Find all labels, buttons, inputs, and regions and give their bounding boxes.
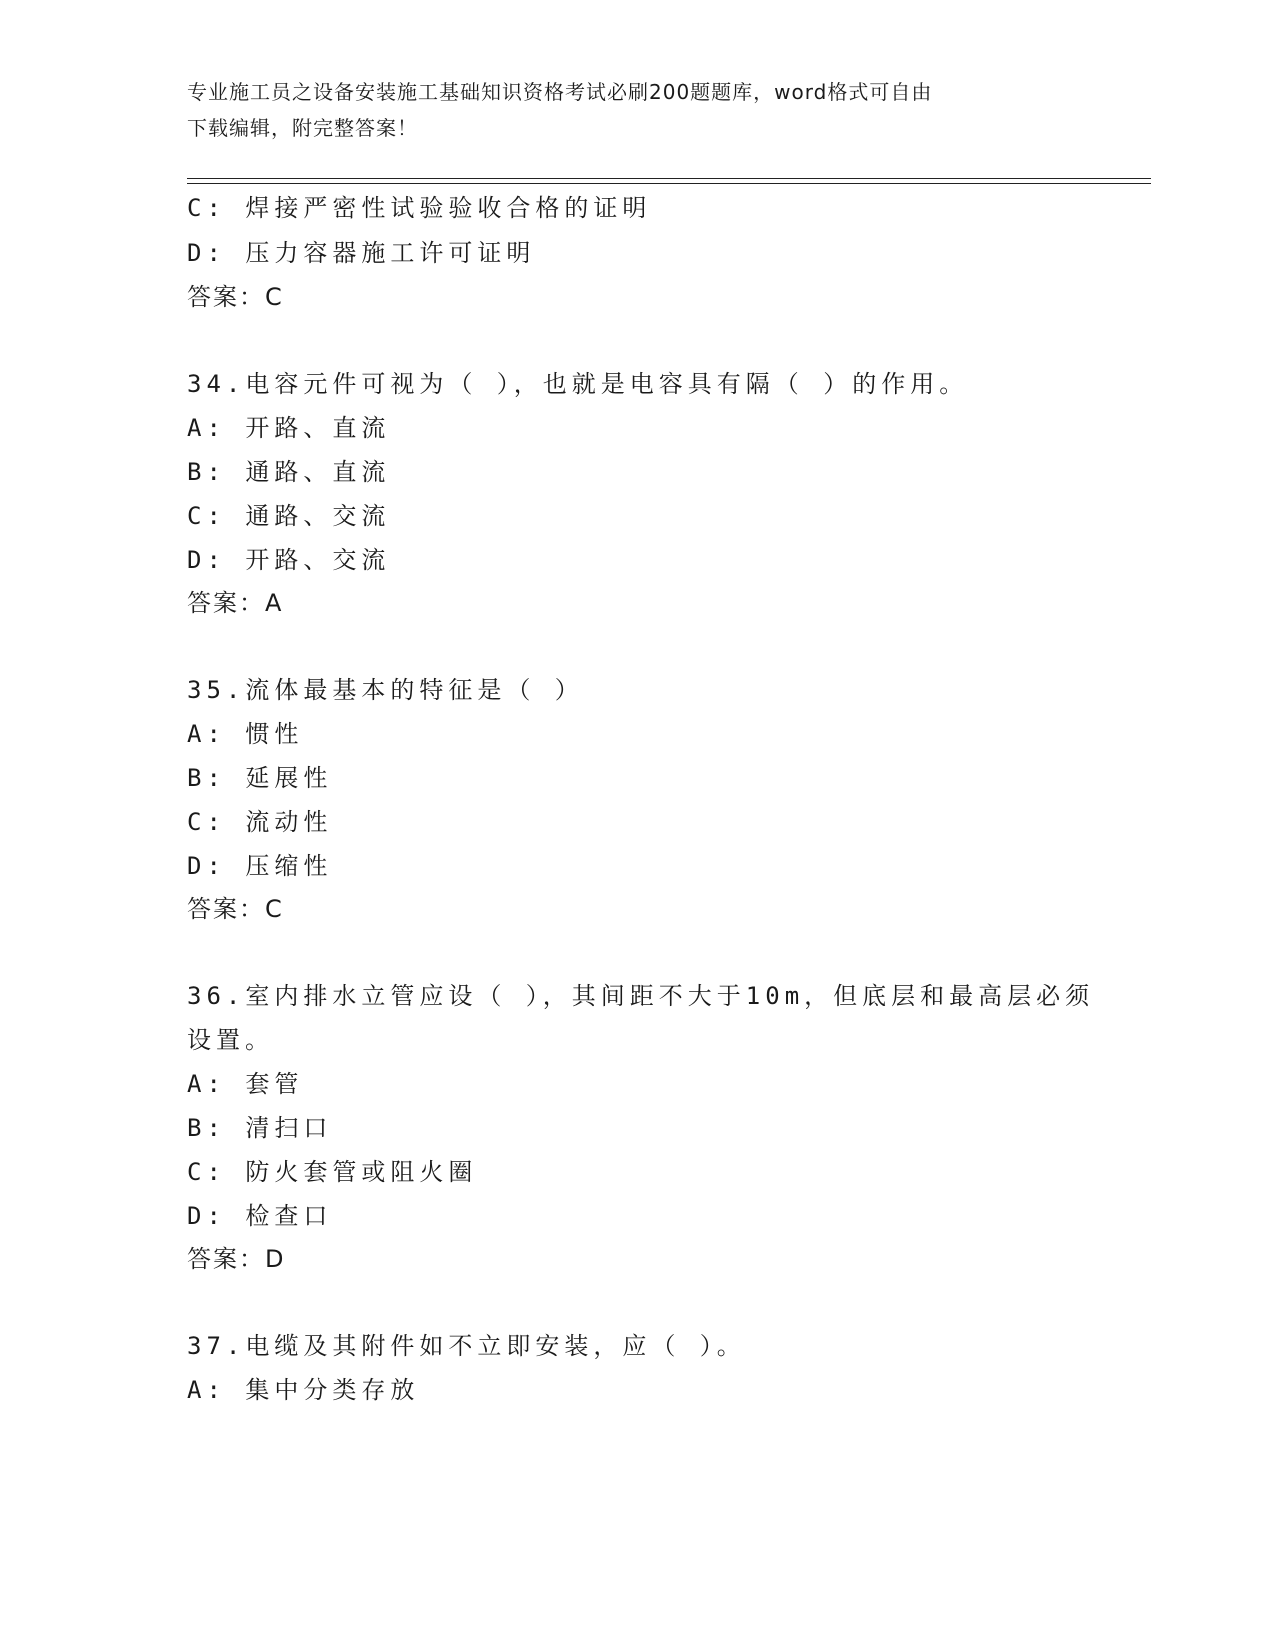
q37-stem: 37.电缆及其附件如不立即安装，应（ ）。 <box>187 1332 746 1360</box>
q36-option-a: A: 套管 <box>187 1070 304 1098</box>
q35-stem: 35.流体最基本的特征是（ ） <box>187 676 584 704</box>
q36-stem-line-1: 36.室内排水立管应设（ ），其间距不大于10m，但底层和最高层必须 <box>187 982 1095 1010</box>
q35-option-c: C: 流动性 <box>187 808 333 836</box>
q34-stem: 34.电容元件可视为（ ），也就是电容具有隔（ ）的作用。 <box>187 370 969 398</box>
header-rule-bottom <box>187 183 1151 184</box>
prev-option-d: D: 压力容器施工许可证明 <box>187 239 536 267</box>
prev-option-c: C: 焊接严密性试验验收合格的证明 <box>187 194 652 222</box>
q34-option-b: B: 通路、直流 <box>187 458 391 486</box>
q34-answer: 答案：A <box>187 589 284 617</box>
document-header <box>187 74 1087 146</box>
prev-answer: 答案：C <box>187 283 284 311</box>
q36-option-b: B: 清扫口 <box>187 1114 333 1142</box>
q37-option-a: A: 集中分类存放 <box>187 1376 420 1404</box>
q34-option-d: D: 开路、交流 <box>187 546 391 574</box>
header-rule-top <box>187 178 1151 179</box>
q36-option-d: D: 检查口 <box>187 1202 333 1230</box>
q36-option-c: C: 防火套管或阻火圈 <box>187 1158 478 1186</box>
header-title-line-1: 专业施工员之设备安装施工基础知识资格考试必刷200题题库，word格式可自由 <box>187 80 933 104</box>
q36-stem-line-2: 设置。 <box>187 1026 274 1054</box>
q36-answer: 答案：D <box>187 1245 286 1273</box>
q35-answer: 答案：C <box>187 895 284 923</box>
header-title-line-2: 下载编辑，附完整答案！ <box>187 116 418 140</box>
q35-option-a: A: 惯性 <box>187 720 304 748</box>
q34-option-c: C: 通路、交流 <box>187 502 391 530</box>
q35-option-d: D: 压缩性 <box>187 852 333 880</box>
q34-option-a: A: 开路、直流 <box>187 414 391 442</box>
q35-option-b: B: 延展性 <box>187 764 333 792</box>
